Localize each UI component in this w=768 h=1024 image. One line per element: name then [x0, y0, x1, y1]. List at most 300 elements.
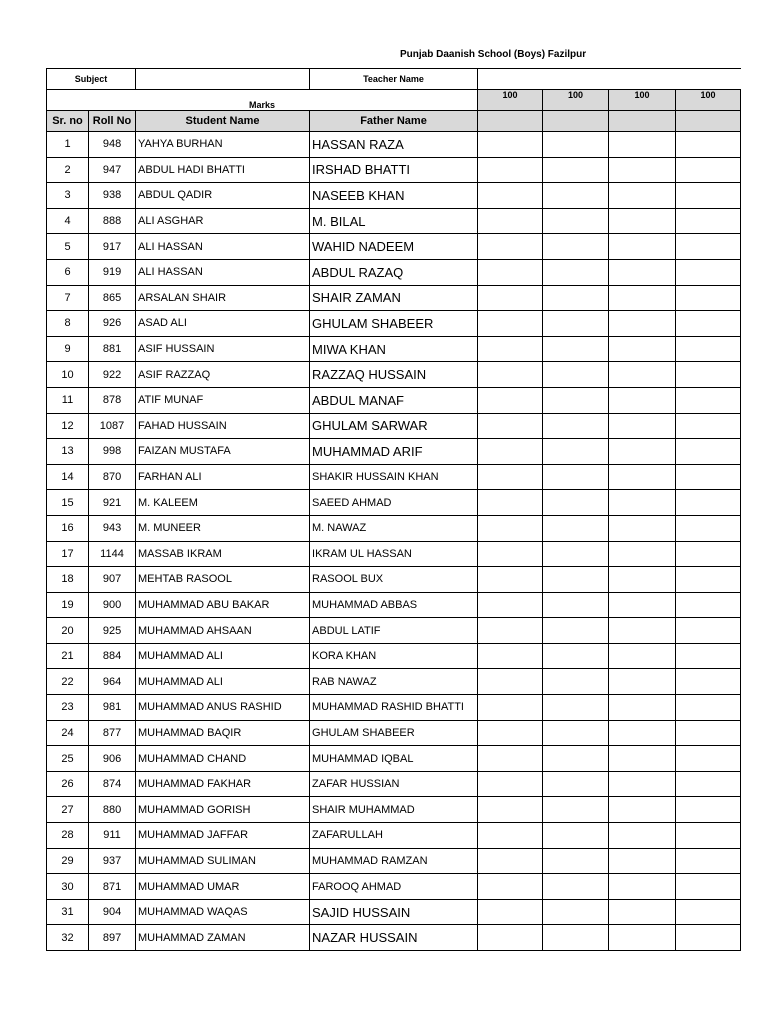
marks-cell-1[interactable] — [478, 285, 543, 311]
student-name-cell: ASAD ALI — [136, 311, 310, 337]
father-name-cell: MUHAMMAD RASHID BHATTI — [310, 695, 478, 721]
marks-cell-3[interactable] — [609, 720, 676, 746]
marks-cell-4[interactable] — [676, 132, 741, 158]
table-row — [47, 797, 741, 823]
marks-cell-2[interactable] — [543, 848, 609, 874]
marks-cell-4[interactable] — [676, 771, 741, 797]
table-row — [47, 132, 741, 158]
student-name-cell: M. MUNEER — [136, 515, 310, 541]
marks-cell-3[interactable] — [609, 234, 676, 260]
father-name-cell: ABDUL MANAF — [310, 387, 478, 413]
father-name-cell: MUHAMMAD IQBAL — [310, 746, 478, 772]
marks-cell-4[interactable] — [676, 234, 741, 260]
student-name-cell: MUHAMMAD ABU BAKAR — [136, 592, 310, 618]
table-row — [47, 695, 741, 721]
sheet-body — [47, 69, 741, 951]
roll-no-cell: 925 — [89, 618, 136, 644]
sr-cell: 8 — [47, 311, 89, 337]
max-marks-4: 100 — [676, 90, 741, 111]
marks-cell-3[interactable] — [609, 183, 676, 209]
student-name-cell: MUHAMMAD GORISH — [136, 797, 310, 823]
marks-cell-2[interactable] — [543, 567, 609, 593]
marks-cell-1[interactable] — [478, 797, 543, 823]
marks-cell-4[interactable] — [676, 797, 741, 823]
marks-cell-3[interactable] — [609, 771, 676, 797]
marks-cell-4[interactable] — [676, 643, 741, 669]
sr-cell: 29 — [47, 848, 89, 874]
marks-cell-1[interactable] — [478, 899, 543, 925]
marks-cell-4[interactable] — [676, 899, 741, 925]
col-header-roll: Roll No — [89, 111, 136, 132]
table-row — [47, 362, 741, 388]
marks-cell-3[interactable] — [609, 899, 676, 925]
student-name-cell: FAIZAN MUSTAFA — [136, 439, 310, 465]
col-header-sr: Sr. no — [47, 111, 89, 132]
roll-no-cell: 865 — [89, 285, 136, 311]
table-row — [47, 413, 741, 439]
student-name-cell: ALI ASGHAR — [136, 208, 310, 234]
sr-cell: 10 — [47, 362, 89, 388]
marks-cell-1[interactable] — [478, 669, 543, 695]
marks-cell-3[interactable] — [609, 874, 676, 900]
table-row — [47, 925, 741, 951]
max-marks-1: 100 — [478, 90, 543, 111]
marks-cell-1[interactable] — [478, 183, 543, 209]
table-row — [47, 720, 741, 746]
marks-cell-4[interactable] — [676, 464, 741, 490]
marks-cell-1[interactable] — [478, 643, 543, 669]
marks-cell-2[interactable] — [543, 183, 609, 209]
table-row — [47, 336, 741, 362]
father-name-cell: GHULAM SHABEER — [310, 720, 478, 746]
student-name-cell: ATIF MUNAF — [136, 387, 310, 413]
marks-cell-1[interactable] — [478, 592, 543, 618]
father-name-cell: SHAIR ZAMAN — [310, 285, 478, 311]
sr-cell: 32 — [47, 925, 89, 951]
student-name-cell: FARHAN ALI — [136, 464, 310, 490]
column-header-row — [47, 111, 741, 132]
marks-cell-4[interactable] — [676, 541, 741, 567]
father-name-cell: SHAKIR HUSSAIN KHAN — [310, 464, 478, 490]
subject-row — [47, 69, 741, 90]
subject-field[interactable] — [136, 69, 310, 90]
student-name-cell: MUHAMMAD SULIMAN — [136, 848, 310, 874]
roll-no-cell: 921 — [89, 490, 136, 516]
marks-cell-4[interactable] — [676, 490, 741, 516]
sr-cell: 13 — [47, 439, 89, 465]
father-name-cell: FAROOQ AHMAD — [310, 874, 478, 900]
marks-cell-2[interactable] — [543, 874, 609, 900]
table-row — [47, 157, 741, 183]
marks-cell-4[interactable] — [676, 259, 741, 285]
marks-cell-4[interactable] — [676, 362, 741, 388]
roll-no-cell: 897 — [89, 925, 136, 951]
table-row — [47, 311, 741, 337]
marks-cell-3[interactable] — [609, 669, 676, 695]
student-name-cell: ASIF RAZZAQ — [136, 362, 310, 388]
school-title: Punjab Daanish School (Boys) Fazilpur — [400, 49, 587, 60]
sr-cell: 9 — [47, 336, 89, 362]
marks-cell-3[interactable] — [609, 618, 676, 644]
roll-no-cell: 906 — [89, 746, 136, 772]
roll-no-cell: 943 — [89, 515, 136, 541]
sr-cell: 30 — [47, 874, 89, 900]
teacher-name-field[interactable] — [478, 69, 741, 90]
father-name-cell: SHAIR MUHAMMAD — [310, 797, 478, 823]
sr-cell: 14 — [47, 464, 89, 490]
table-row — [47, 592, 741, 618]
marks-cell-2[interactable] — [543, 925, 609, 951]
marks-cell-2[interactable] — [543, 515, 609, 541]
table-row — [47, 541, 741, 567]
sr-cell: 6 — [47, 259, 89, 285]
marks-cell-1[interactable] — [478, 848, 543, 874]
father-name-cell: NASEEB KHAN — [310, 183, 478, 209]
roll-no-cell: 870 — [89, 464, 136, 490]
marks-cell-1[interactable] — [478, 746, 543, 772]
sr-cell: 2 — [47, 157, 89, 183]
sr-cell: 20 — [47, 618, 89, 644]
marks-cell-4[interactable] — [676, 413, 741, 439]
sr-cell: 16 — [47, 515, 89, 541]
sr-cell: 28 — [47, 823, 89, 849]
sr-cell: 27 — [47, 797, 89, 823]
subject-label: Subject — [47, 69, 136, 90]
marks-cell-3[interactable] — [609, 285, 676, 311]
marks-cell-1[interactable] — [478, 311, 543, 337]
marks-cell-4[interactable] — [676, 515, 741, 541]
marks-cell-3[interactable] — [609, 208, 676, 234]
marks-cell-2[interactable] — [543, 285, 609, 311]
marks-cell-1[interactable] — [478, 925, 543, 951]
sr-cell: 12 — [47, 413, 89, 439]
marks-cell-1[interactable] — [478, 618, 543, 644]
table-row — [47, 848, 741, 874]
father-name-cell: GHULAM SHABEER — [310, 311, 478, 337]
student-name-cell: ABDUL QADIR — [136, 183, 310, 209]
marks-cell-2[interactable] — [543, 695, 609, 721]
marks-cell-3[interactable] — [609, 797, 676, 823]
roll-no-cell: 1144 — [89, 541, 136, 567]
sr-cell: 22 — [47, 669, 89, 695]
student-name-cell: MUHAMMAD CHAND — [136, 746, 310, 772]
roll-no-cell: 937 — [89, 848, 136, 874]
marks-cell-1[interactable] — [478, 413, 543, 439]
father-name-cell: SAEED AHMAD — [310, 490, 478, 516]
student-name-cell: MASSAB IKRAM — [136, 541, 310, 567]
marks-cell-1[interactable] — [478, 720, 543, 746]
marks-label: Marks — [47, 90, 478, 111]
sr-cell: 18 — [47, 567, 89, 593]
marks-cell-1[interactable] — [478, 387, 543, 413]
roll-no-cell: 922 — [89, 362, 136, 388]
teacher-name-label: Teacher Name — [310, 69, 478, 90]
marks-cell-2[interactable] — [543, 746, 609, 772]
marks-cell-4[interactable] — [676, 874, 741, 900]
table-row — [47, 515, 741, 541]
father-name-cell: ZAFAR HUSSIAN — [310, 771, 478, 797]
roll-no-cell: 947 — [89, 157, 136, 183]
father-name-cell: NAZAR HUSSAIN — [310, 925, 478, 951]
father-name-cell: RASOOL BUX — [310, 567, 478, 593]
marks-cell-4[interactable] — [676, 746, 741, 772]
marks-cell-3[interactable] — [609, 259, 676, 285]
marks-cell-2[interactable] — [543, 311, 609, 337]
father-name-cell: KORA KHAN — [310, 643, 478, 669]
marks-cell-2[interactable] — [543, 362, 609, 388]
table-row — [47, 669, 741, 695]
father-name-cell: RAB NAWAZ — [310, 669, 478, 695]
marks-cell-1[interactable] — [478, 515, 543, 541]
marks-cell-4[interactable] — [676, 285, 741, 311]
table-row — [47, 874, 741, 900]
marks-cell-1[interactable] — [478, 362, 543, 388]
marks-cell-1[interactable] — [478, 464, 543, 490]
marks-cell-1[interactable] — [478, 490, 543, 516]
marks-cell-1[interactable] — [478, 695, 543, 721]
father-name-cell: IRSHAD BHATTI — [310, 157, 478, 183]
marks-cell-1[interactable] — [478, 439, 543, 465]
father-name-cell: IKRAM UL HASSAN — [310, 541, 478, 567]
student-name-cell: MEHTAB RASOOL — [136, 567, 310, 593]
table-row — [47, 464, 741, 490]
marks-cell-3[interactable] — [609, 157, 676, 183]
col-header-student: Student Name — [136, 111, 310, 132]
father-name-cell: RAZZAQ HUSSAIN — [310, 362, 478, 388]
marks-cell-2[interactable] — [543, 413, 609, 439]
student-name-cell: ALI HASSAN — [136, 259, 310, 285]
father-name-cell: MIWA KHAN — [310, 336, 478, 362]
marks-sheet-table — [46, 68, 741, 951]
table-row — [47, 618, 741, 644]
marks-cell-4[interactable] — [676, 592, 741, 618]
marks-cell-3[interactable] — [609, 592, 676, 618]
sr-cell: 1 — [47, 132, 89, 158]
table-row — [47, 208, 741, 234]
marks-cell-1[interactable] — [478, 541, 543, 567]
marks-cell-4[interactable] — [676, 925, 741, 951]
roll-no-cell: 911 — [89, 823, 136, 849]
marks-cell-2[interactable] — [543, 157, 609, 183]
table-row — [47, 490, 741, 516]
marks-cell-2[interactable] — [543, 541, 609, 567]
table-row — [47, 643, 741, 669]
marks-cell-2[interactable] — [543, 439, 609, 465]
sr-cell: 3 — [47, 183, 89, 209]
table-row — [47, 259, 741, 285]
table-row — [47, 746, 741, 772]
marks-cell-1[interactable] — [478, 208, 543, 234]
father-name-cell: GHULAM SARWAR — [310, 413, 478, 439]
sr-cell: 19 — [47, 592, 89, 618]
marks-cell-3[interactable] — [609, 490, 676, 516]
table-row — [47, 234, 741, 260]
marks-cell-1[interactable] — [478, 336, 543, 362]
marks-cell-4[interactable] — [676, 695, 741, 721]
marks-cell-2[interactable] — [543, 387, 609, 413]
marks-cell-1[interactable] — [478, 771, 543, 797]
sr-cell: 7 — [47, 285, 89, 311]
marks-cell-4[interactable] — [676, 208, 741, 234]
marks-cell-1[interactable] — [478, 157, 543, 183]
marks-cell-3[interactable] — [609, 336, 676, 362]
marks-cell-2[interactable] — [543, 797, 609, 823]
roll-no-cell: 871 — [89, 874, 136, 900]
marks-cell-3[interactable] — [609, 515, 676, 541]
roll-no-cell: 1087 — [89, 413, 136, 439]
marks-cell-2[interactable] — [543, 234, 609, 260]
sr-cell: 21 — [47, 643, 89, 669]
max-marks-3: 100 — [609, 90, 676, 111]
marks-cell-3[interactable] — [609, 746, 676, 772]
sr-cell: 25 — [47, 746, 89, 772]
marks-cell-2[interactable] — [543, 643, 609, 669]
roll-no-cell: 964 — [89, 669, 136, 695]
marks-cell-2[interactable] — [543, 464, 609, 490]
student-name-cell: MUHAMMAD FAKHAR — [136, 771, 310, 797]
marks-cell-3[interactable] — [609, 132, 676, 158]
marks-cell-4[interactable] — [676, 567, 741, 593]
sr-cell: 23 — [47, 695, 89, 721]
marks-cell-4[interactable] — [676, 183, 741, 209]
col-header-father: Father Name — [310, 111, 478, 132]
sr-cell: 31 — [47, 899, 89, 925]
marks-cell-1[interactable] — [478, 132, 543, 158]
student-name-cell: MUHAMMAD ALI — [136, 669, 310, 695]
roll-no-cell: 938 — [89, 183, 136, 209]
marks-cell-3[interactable] — [609, 439, 676, 465]
father-name-cell: HASSAN RAZA — [310, 132, 478, 158]
student-name-cell: ASIF HUSSAIN — [136, 336, 310, 362]
table-row — [47, 771, 741, 797]
table-row — [47, 387, 741, 413]
student-name-cell: ARSALAN SHAIR — [136, 285, 310, 311]
marks-cell-2[interactable] — [543, 259, 609, 285]
table-row — [47, 285, 741, 311]
marks-cell-4[interactable] — [676, 848, 741, 874]
marks-cell-4[interactable] — [676, 618, 741, 644]
marks-cell-3[interactable] — [609, 567, 676, 593]
marks-cell-1[interactable] — [478, 259, 543, 285]
father-name-cell: ABDUL RAZAQ — [310, 259, 478, 285]
roll-no-cell: 926 — [89, 311, 136, 337]
marks-cell-4[interactable] — [676, 720, 741, 746]
marks-cell-4[interactable] — [676, 823, 741, 849]
marks-cell-3[interactable] — [609, 413, 676, 439]
student-name-cell: MUHAMMAD UMAR — [136, 874, 310, 900]
marks-cell-2[interactable] — [543, 720, 609, 746]
sr-cell: 24 — [47, 720, 89, 746]
marks-cell-3[interactable] — [609, 387, 676, 413]
marks-cell-1[interactable] — [478, 823, 543, 849]
table-row — [47, 183, 741, 209]
marks-cell-2[interactable] — [543, 208, 609, 234]
marks-cell-3[interactable] — [609, 311, 676, 337]
marks-cell-3[interactable] — [609, 925, 676, 951]
roll-no-cell: 998 — [89, 439, 136, 465]
marks-cell-4[interactable] — [676, 336, 741, 362]
sr-cell: 4 — [47, 208, 89, 234]
father-name-cell: MUHAMMAD ARIF — [310, 439, 478, 465]
marks-cell-2[interactable] — [543, 592, 609, 618]
student-name-cell: MUHAMMAD BAQIR — [136, 720, 310, 746]
marks-cell-3[interactable] — [609, 464, 676, 490]
marks-cell-2[interactable] — [543, 823, 609, 849]
father-name-cell: MUHAMMAD RAMZAN — [310, 848, 478, 874]
roll-no-cell: 878 — [89, 387, 136, 413]
roll-no-cell: 874 — [89, 771, 136, 797]
sr-cell: 5 — [47, 234, 89, 260]
marks-cell-4[interactable] — [676, 439, 741, 465]
roll-no-cell: 907 — [89, 567, 136, 593]
marks-cell-1[interactable] — [478, 234, 543, 260]
roll-no-cell: 981 — [89, 695, 136, 721]
col-header-marks-3 — [609, 111, 676, 132]
col-header-marks-1 — [478, 111, 543, 132]
roll-no-cell: 948 — [89, 132, 136, 158]
roll-no-cell: 884 — [89, 643, 136, 669]
marks-cell-2[interactable] — [543, 490, 609, 516]
roll-no-cell: 880 — [89, 797, 136, 823]
table-row — [47, 899, 741, 925]
marks-cell-2[interactable] — [543, 336, 609, 362]
marks-cell-2[interactable] — [543, 771, 609, 797]
student-name-cell: MUHAMMAD ZAMAN — [136, 925, 310, 951]
marks-cell-1[interactable] — [478, 567, 543, 593]
marks-cell-2[interactable] — [543, 899, 609, 925]
father-name-cell: SAJID HUSSAIN — [310, 899, 478, 925]
roll-no-cell: 919 — [89, 259, 136, 285]
col-header-marks-2 — [543, 111, 609, 132]
sr-cell: 11 — [47, 387, 89, 413]
marks-cell-2[interactable] — [543, 669, 609, 695]
father-name-cell: MUHAMMAD ABBAS — [310, 592, 478, 618]
student-name-cell: M. KALEEM — [136, 490, 310, 516]
student-name-cell: MUHAMMAD AHSAAN — [136, 618, 310, 644]
marks-cell-3[interactable] — [609, 695, 676, 721]
student-name-cell: ALI HASSAN — [136, 234, 310, 260]
father-name-cell: WAHID NADEEM — [310, 234, 478, 260]
max-marks-2: 100 — [543, 90, 609, 111]
marks-cell-3[interactable] — [609, 541, 676, 567]
marks-cell-2[interactable] — [543, 618, 609, 644]
marks-cell-4[interactable] — [676, 387, 741, 413]
roll-no-cell: 888 — [89, 208, 136, 234]
father-name-cell: ABDUL LATIF — [310, 618, 478, 644]
marks-row — [47, 90, 741, 111]
marks-cell-4[interactable] — [676, 669, 741, 695]
marks-cell-1[interactable] — [478, 874, 543, 900]
student-name-cell: MUHAMMAD JAFFAR — [136, 823, 310, 849]
marks-cell-3[interactable] — [609, 823, 676, 849]
marks-cell-3[interactable] — [609, 643, 676, 669]
student-name-cell: ABDUL HADI BHATTI — [136, 157, 310, 183]
marks-cell-3[interactable] — [609, 848, 676, 874]
student-name-cell: MUHAMMAD ANUS RASHID — [136, 695, 310, 721]
col-header-marks-4 — [676, 111, 741, 132]
table-row — [47, 823, 741, 849]
marks-cell-3[interactable] — [609, 362, 676, 388]
father-name-cell: M. BILAL — [310, 208, 478, 234]
table-row — [47, 439, 741, 465]
sr-cell: 15 — [47, 490, 89, 516]
roll-no-cell: 904 — [89, 899, 136, 925]
marks-cell-4[interactable] — [676, 157, 741, 183]
father-name-cell: M. NAWAZ — [310, 515, 478, 541]
marks-cell-4[interactable] — [676, 311, 741, 337]
marks-cell-2[interactable] — [543, 132, 609, 158]
student-name-cell: YAHYA BURHAN — [136, 132, 310, 158]
